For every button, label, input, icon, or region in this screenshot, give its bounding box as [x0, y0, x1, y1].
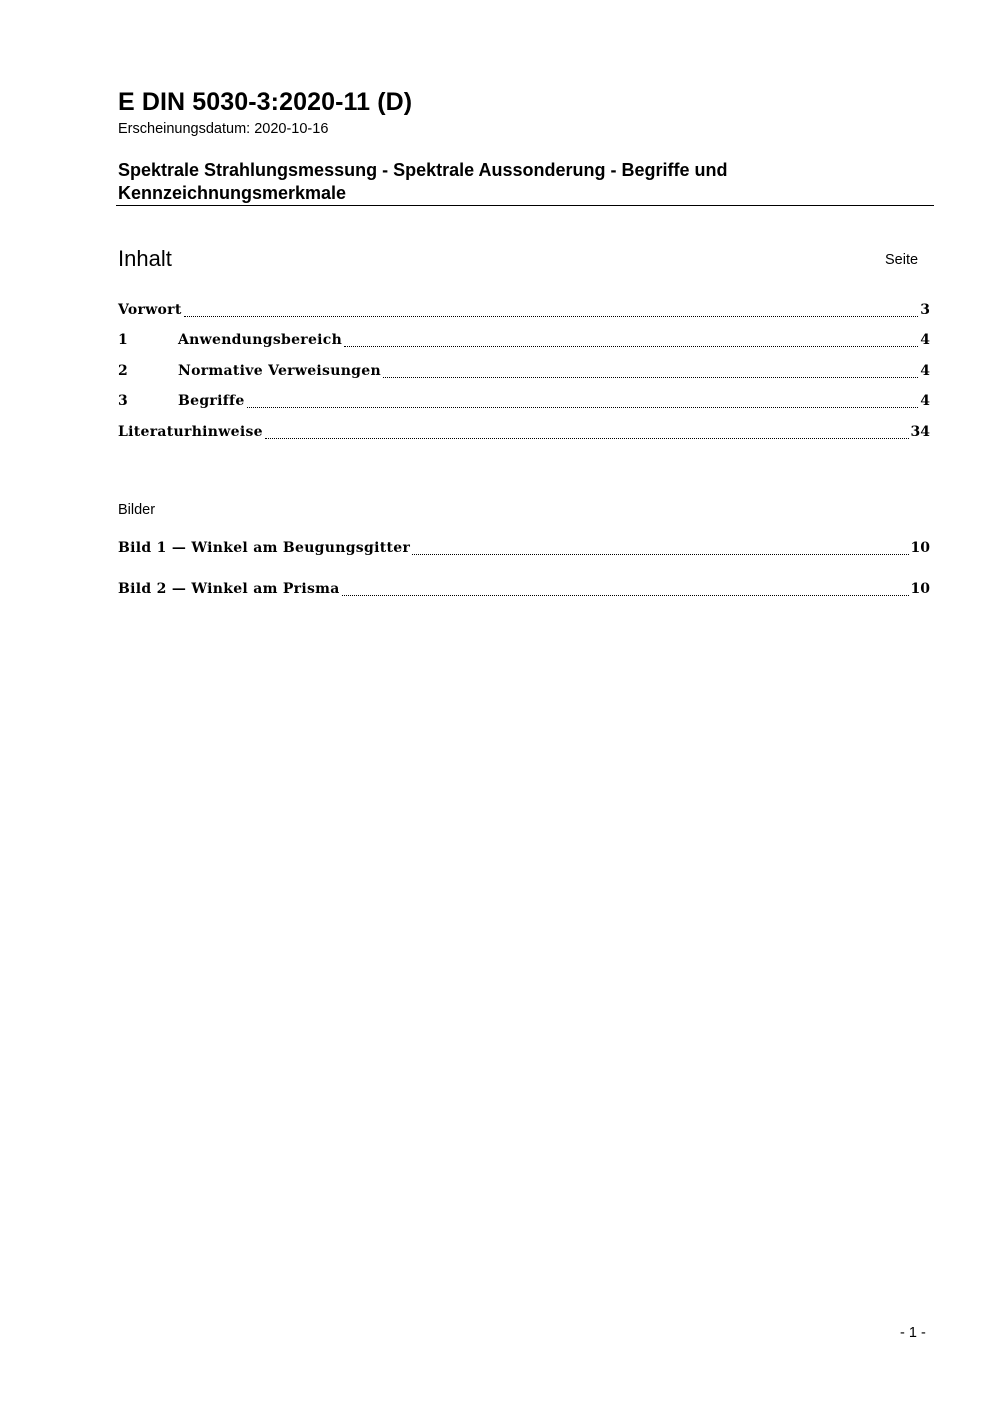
toc-entry-number: 1 [118, 332, 128, 348]
figure-entry-page: 10 [910, 581, 930, 597]
toc-entry-normative-verweisungen[interactable] [118, 363, 930, 383]
toc-entry-page: 4 [920, 332, 930, 348]
toc-entry-number: 3 [118, 393, 128, 409]
figures-heading: Bilder [118, 502, 156, 518]
toc-entry-vorwort[interactable] [118, 302, 930, 322]
document-id: E DIN 5030-3:2020-11 (D) [118, 88, 413, 116]
toc-entry-label: Anwendungsbereich [178, 332, 343, 348]
publication-date: Erscheinungsdatum: 2020-10-16 [118, 121, 329, 137]
figure-entry-2[interactable] [118, 581, 930, 601]
toc-entry-label: Vorwort [118, 302, 182, 318]
toc-leader [412, 553, 908, 555]
toc-entry-begriffe[interactable] [118, 393, 930, 413]
toc-entry-page: 4 [920, 393, 930, 409]
toc-entry-anwendungsbereich[interactable] [118, 332, 930, 352]
toc-entry-page: 34 [910, 424, 930, 440]
toc-entry-label: Literaturhinweise [118, 424, 263, 440]
toc-entry-literaturhinweise[interactable] [118, 424, 930, 444]
toc-leader [383, 376, 918, 378]
document-title: Spektrale Strahlungsmessung - Spektrale Aussonderung - Begriffe und Kennzeichnungsmerkmale [118, 160, 728, 203]
figure-entry-1[interactable] [118, 540, 930, 560]
page-number: - 1 - [900, 1325, 926, 1341]
toc-leader [247, 406, 919, 408]
toc-leader [342, 594, 909, 596]
toc-leader [184, 315, 919, 317]
toc-leader [265, 437, 909, 439]
toc-entry-number: 2 [118, 363, 128, 379]
figure-entry-label: Bild 1 — Winkel am Beugungsgitter [118, 540, 411, 556]
figure-entry-label: Bild 2 — Winkel am Prisma [118, 581, 340, 597]
toc-entry-label: Begriffe [178, 393, 245, 409]
toc-entry-label: Normative Verweisungen [178, 363, 381, 379]
figure-entry-page: 10 [910, 540, 930, 556]
toc-leader [344, 345, 918, 347]
toc-page-column-label: Seite [885, 252, 919, 268]
toc-entry-page: 3 [920, 302, 930, 318]
toc-entry-page: 4 [920, 363, 930, 379]
toc-heading: Inhalt [118, 246, 172, 271]
title-divider [116, 205, 934, 206]
